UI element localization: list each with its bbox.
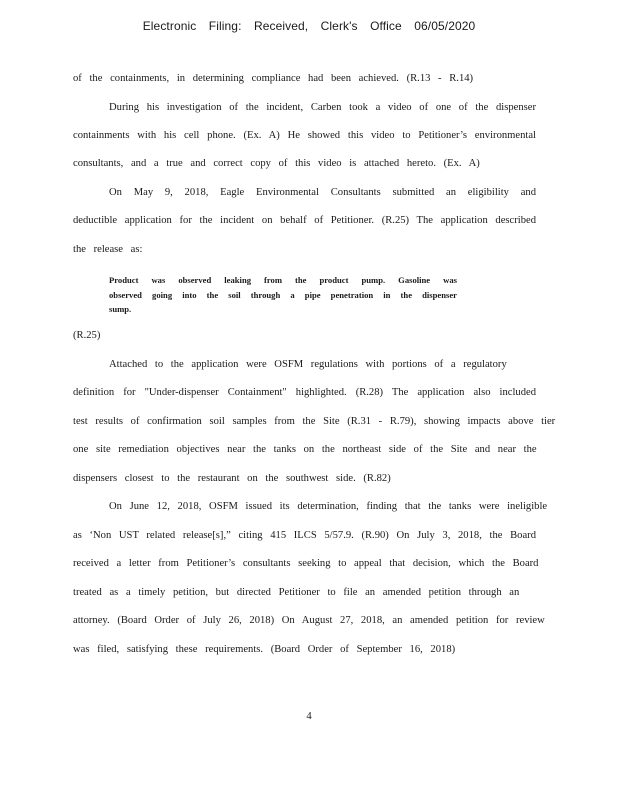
body-line: of the containments, in determining compliance had been achieved. (R.13 - R.14) [73, 73, 474, 84]
body-line: one site remediation objectives near the tanks on the northeast side of the Site and near the [73, 444, 537, 455]
body-line: On June 12, 2018, OSFM issued its determination, finding that the tanks were ineligible [109, 501, 548, 512]
body-line: containments with his cell phone. (Ex. A) He showed this video to Petitioner’s environmental [73, 130, 536, 141]
body-line: the release as: [73, 244, 143, 255]
body-line: deductible application for the incident on behalf of Petitioner. (R.25) The application described [73, 215, 536, 226]
body-line: attorney. (Board Order of July 26, 2018) On August 27, 2018, an amended petition for review [73, 615, 545, 626]
body-line: treated as a timely petition, but directed Petitioner to file an amended petition through an [73, 587, 520, 598]
body-line: definition for "Under-dispenser Containment" highlighted. (R.28) The application also included [73, 387, 536, 398]
block-quote-line: observed going into the soil through a pipe penetration in the dispenser [109, 290, 457, 300]
block-quote-line: Product was observed leaking from the product pump. Gasoline was [109, 275, 457, 285]
body-line: received a letter from Petitioner’s consultants seeking to appeal that decision, which the Board [73, 558, 539, 569]
body-line: was filed, satisfying these requirements. (Board Order of September 16, 2018) [73, 644, 456, 655]
body-line: consultants, and a true and correct copy of this video is attached hereto. (Ex. A) [73, 158, 480, 169]
body-line: as ‘Non UST related release[s],” citing 415 ILCS 5/57.9. (R.90) On July 3, 2018, the Board [73, 530, 536, 541]
body-line: During his investigation of the incident, Carben took a video of one of the dispenser [109, 102, 536, 113]
block-quote-line: sump. [109, 304, 132, 314]
body-line: (R.25) [73, 330, 101, 341]
body-line: test results of confirmation soil samples from the Site (R.31 - R.79), showing impacts above tier [73, 416, 556, 427]
body-line: On May 9, 2018, Eagle Environmental Consultants submitted an eligibility and [109, 187, 536, 198]
body-line: dispensers closest to the restaurant on the southwest side. (R.82) [73, 473, 391, 484]
body-line: Attached to the application were OSFM regulations with portions of a regulatory [109, 359, 507, 370]
filing-header: Electronic Filing: Received, Clerk's Office 06/05/2020 [142, 19, 476, 33]
page-number: 4 [306, 711, 312, 722]
